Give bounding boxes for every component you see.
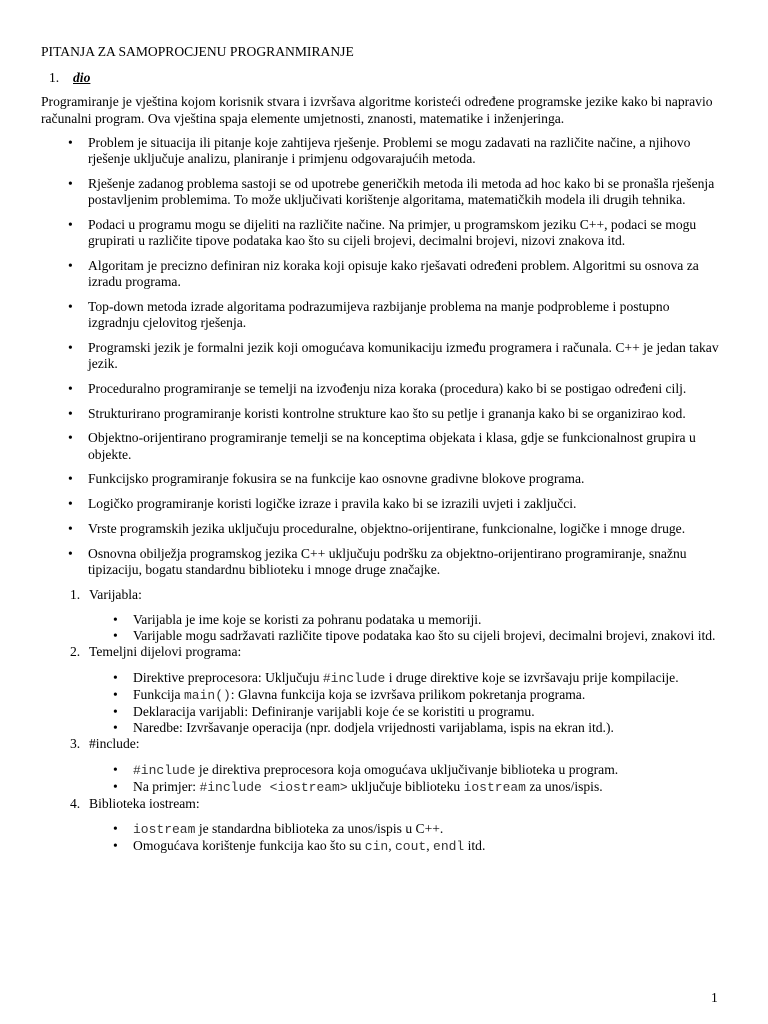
list-item: • Omogućava korištenje funkcija kao što su cin, cout, endl itd. [41, 838, 723, 855]
list-item: • Osnovna obilježja programskog jezika C++ uključuju podršku za objektno-orijentirano programiranje, snažnu tipizaciju, bogatu standardnu biblioteku i mnoge druge značajke. [41, 546, 723, 578]
list-item: • Problem je situacija ili pitanje koje zahtijeva rješenje. Problemi se mogu zadavati na različite načine, a njihovo rješenje uključuje analizu, planiranje i primjenu odgovarajućih metoda. [41, 135, 723, 167]
code-snippet: iostream [463, 779, 526, 795]
code-snippet: iostream [133, 822, 196, 838]
list-item: • Deklaracija varijabli: Definiranje varijabli koje će se koristiti u programu. [41, 704, 723, 720]
intro-paragraph: Programiranje je vještina kojom korisnik stvara i izvršava algoritme koristeći određene programske jezike kako bi napravio računalni program. Ova vještina spaja elemente umjetnosti, znanosti, matematike i inženjeringa. [41, 94, 713, 126]
code-snippet: #include [322, 670, 386, 686]
list-item: • Vrste programskih jezika uključuju proceduralne, objektno-orijentirane, funkcionalne, logičke i mnoge druge. [41, 521, 723, 537]
code-snippet: #include <iostream> [199, 779, 348, 795]
list-item: • Direktive preprocesora: Uključuju #include i druge direktive koje se izvršavaju prije kompilacije. [41, 670, 723, 687]
code-snippet: cin [364, 839, 389, 855]
section-temeljni-dijelovi [41, 644, 723, 736]
definition-list [41, 135, 723, 578]
list-item: • Naredbe: Izvršavanje operacija (npr. dodjela vrijednosti varijablama, ispis na ekran itd.). [41, 720, 723, 736]
document-page [41, 44, 723, 856]
section-title: Temeljni dijelovi programa: [89, 644, 242, 660]
document-title: PITANJA ZA SAMOPROCJENU PROGRANMIRANJE [41, 44, 354, 59]
list-item: • Proceduralno programiranje se temelji na izvođenju niza koraka (procedura) kako bi se postigao određeni cilj. [41, 381, 723, 397]
list-item: • #include je direktiva preprocesora koja omogućava uključivanje biblioteka u program. [41, 762, 723, 779]
list-item: • Podaci u programu mogu se dijeliti na različite načine. Na primjer, u programskom jeziku C++, podaci se mogu grupirati u različite tipove podataka kao što su cijeli brojevi, decimalni brojevi, nizovi znakova itd. [41, 217, 723, 249]
section-number: 4. [70, 796, 81, 812]
section-items [41, 612, 723, 644]
list-item: • Rješenje zadanog problema sastoji se od upotrebe generičkih metoda ili metoda ad hoc kako bi se pronašla rješenja postavljenim problemima. To može uključivati korištenje algoritama, matematičkih modela ili drugih tehnika. [41, 176, 723, 208]
section-number: 2. [70, 644, 81, 660]
section-varijabla [41, 587, 723, 645]
code-snippet: main() [183, 687, 231, 703]
section-number: 3. [70, 736, 81, 752]
list-item: • Top-down metoda izrade algoritama podrazumijeva razbijanje problema na manje podprobleme i postupno izgradnju cjelovitog rješenja. [41, 299, 723, 331]
section-title: Varijabla: [89, 586, 142, 602]
section-items [41, 762, 723, 796]
code-snippet: endl [433, 839, 465, 855]
part-number: 1. [49, 70, 60, 86]
section-heading [41, 644, 723, 660]
part-heading [41, 70, 723, 86]
section-title: #include: [89, 736, 140, 752]
section-items [41, 670, 723, 737]
list-item: • Varijable mogu sadržavati različite tipove podataka kao što su cijeli brojevi, decimalni brojevi, znakovi itd. [41, 628, 723, 644]
list-item: • Objektno-orijentirano programiranje temelji se na konceptima objekata i klasa, gdje se funkcionalnost grupira u objekte. [41, 430, 723, 462]
section-number: 1. [70, 586, 81, 602]
list-item: • Varijabla je ime koje se koristi za pohranu podataka u memoriji. [41, 612, 723, 628]
page-number: 1 [711, 990, 718, 1005]
part-label: dio [73, 70, 91, 86]
list-item: • Algoritam je precizno definiran niz koraka koji opisuje kako rješavati određeni problem. Algoritmi su osnova za izradu programa. [41, 258, 723, 290]
section-heading [41, 587, 723, 603]
list-item: • Funkcija main(): Glavna funkcija koja se izvršava prilikom pokretanja programa. [41, 687, 723, 704]
list-item: • Strukturirano programiranje koristi kontrolne strukture kao što su petlje i grananja kako bi se organizirao kod. [41, 406, 723, 422]
code-snippet: cout [395, 839, 427, 855]
section-iostream [41, 796, 723, 856]
list-item: • Programski jezik je formalni jezik koji omogućava komunikaciju između programera i računala. C++ je jedan takav jezik. [41, 340, 723, 372]
code-snippet: #include [133, 762, 196, 778]
section-title: Biblioteka iostream: [89, 796, 200, 812]
list-item: • iostream je standardna biblioteka za unos/ispis u C++. [41, 821, 723, 838]
section-include [41, 736, 723, 796]
section-heading [41, 796, 723, 812]
list-item: • Logičko programiranje koristi logičke izraze i pravila kako bi se izrazili uvjeti i zaključci. [41, 496, 723, 512]
list-item: • Na primjer: #include <iostream> uključuje biblioteku iostream za unos/ispis. [41, 779, 723, 796]
list-item: • Funkcijsko programiranje fokusira se na funkcije kao osnovne gradivne blokove programa. [41, 471, 723, 487]
section-items [41, 821, 723, 855]
section-heading [41, 736, 723, 752]
